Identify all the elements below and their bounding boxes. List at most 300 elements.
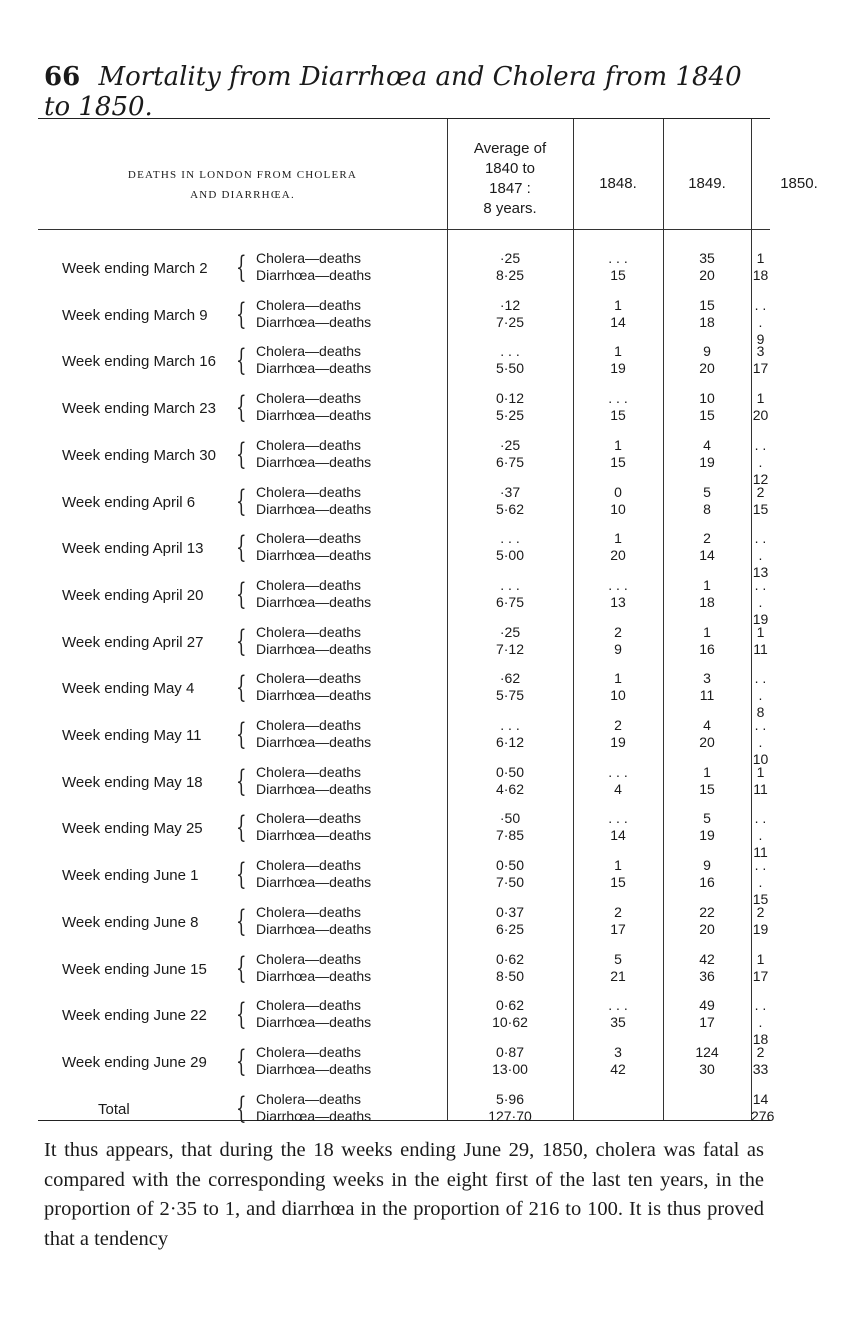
cause-diarrhoea-label: Diarrhœa—deaths xyxy=(256,967,372,984)
average-cell xyxy=(447,577,573,611)
cholera-value: . . . xyxy=(754,670,767,704)
table-row xyxy=(38,994,770,1048)
cholera-value: 1 xyxy=(756,950,765,967)
cause-cholera-label: Cholera—deaths xyxy=(256,1090,362,1107)
y1849-cell xyxy=(663,343,751,377)
cholera-value: 2 xyxy=(756,483,765,500)
cause-diarrhoea-label: Diarrhœa—deaths xyxy=(256,407,372,424)
cholera-value: ·25 xyxy=(499,250,521,266)
cholera-value: 2 xyxy=(756,1043,765,1060)
diarrhoea-value: 17 xyxy=(752,360,769,377)
cholera-value: . . . xyxy=(754,530,767,564)
brace-glyph: { xyxy=(236,1043,247,1079)
diarrhoea-value: 9 xyxy=(756,330,765,347)
cholera-value: 124 xyxy=(695,1043,719,1060)
cause-cholera-label: Cholera—deaths xyxy=(256,390,362,407)
y1849-cell xyxy=(663,250,751,284)
diarrhoea-value: 5·50 xyxy=(495,360,525,377)
table-row xyxy=(38,667,770,721)
y1849-cell xyxy=(663,951,751,985)
cholera-value: . . . xyxy=(608,997,628,1014)
cause-labels xyxy=(256,904,371,938)
y1848-cell xyxy=(573,437,663,471)
cholera-value: 1 xyxy=(703,576,711,593)
y1850-cell xyxy=(751,390,770,424)
diarrhoea-value: 6·25 xyxy=(495,920,525,937)
y1849-cell xyxy=(663,904,751,938)
cause-cholera-label: Cholera—deaths xyxy=(256,810,362,827)
cause-labels xyxy=(256,250,371,284)
row-label: Week ending June 15 xyxy=(62,960,207,978)
cholera-value: 1 xyxy=(703,623,711,640)
table-row xyxy=(38,761,770,811)
average-cell xyxy=(447,951,573,985)
row-label: Week ending March 2 xyxy=(62,260,208,277)
cause-diarrhoea-label: Diarrhœa—deaths xyxy=(256,1060,372,1077)
cholera-value: 10 xyxy=(699,390,715,407)
diarrhoea-value: 15 xyxy=(752,500,769,517)
cause-labels xyxy=(256,951,371,985)
row-label: Week ending June 22 xyxy=(62,1007,207,1025)
diarrhoea-value: 30 xyxy=(699,1060,715,1077)
cholera-value: 2 xyxy=(703,530,711,547)
diarrhoea-value: 18 xyxy=(699,593,715,610)
average-cell xyxy=(447,1091,573,1125)
y1848-cell xyxy=(573,297,663,331)
diarrhoea-value: 14 xyxy=(610,313,626,330)
average-cell xyxy=(447,670,573,704)
cause-cholera-label: Cholera—deaths xyxy=(256,483,362,500)
row-label: Week ending March 23 xyxy=(62,400,216,418)
cholera-value: ·25 xyxy=(499,623,521,640)
average-cell xyxy=(447,857,573,891)
diarrhoea-value: 6·12 xyxy=(495,734,525,750)
cause-diarrhoea-label: Diarrhœa—deaths xyxy=(256,687,372,704)
y1849-cell xyxy=(663,997,751,1031)
header-description-line: DEATHS IN LONDON FROM CHOLERA xyxy=(127,169,358,181)
cholera-value: 22 xyxy=(699,903,715,920)
cholera-value: 1 xyxy=(614,343,622,360)
diarrhoea-value: 15 xyxy=(610,407,626,424)
y1849-cell xyxy=(663,390,751,424)
diarrhoea-value: 20 xyxy=(610,547,626,564)
cholera-value: 49 xyxy=(699,997,715,1014)
cholera-value: 0·62 xyxy=(495,997,525,1014)
cause-cholera-label: Cholera—deaths xyxy=(256,343,362,360)
brace-glyph: { xyxy=(236,763,247,799)
diarrhoea-value: 19 xyxy=(610,360,626,377)
cholera-value: . . . xyxy=(754,997,767,1031)
table-row xyxy=(38,807,770,861)
cholera-value: . . . xyxy=(500,717,520,733)
cholera-value: 0·62 xyxy=(495,950,525,967)
cause-cholera-label: Cholera—deaths xyxy=(256,950,362,967)
diarrhoea-value: 8 xyxy=(756,704,765,721)
page-number: 66 xyxy=(44,62,81,92)
diarrhoea-value: 5·00 xyxy=(495,547,525,564)
y1848-cell xyxy=(573,951,663,985)
cause-diarrhoea-label: Diarrhœa—deaths xyxy=(256,547,372,564)
diarrhoea-value: 7·12 xyxy=(495,640,525,657)
row-label: Week ending April 27 xyxy=(62,633,204,651)
cause-labels xyxy=(256,857,371,891)
diarrhoea-value: 6·75 xyxy=(495,593,525,610)
cause-diarrhoea-label: Diarrhœa—deaths xyxy=(256,500,372,517)
diarrhoea-value: 4·62 xyxy=(495,780,525,797)
table-row xyxy=(38,387,770,437)
cause-labels xyxy=(256,437,371,471)
header-average-line: 1847 : xyxy=(489,180,531,197)
y1849-cell xyxy=(663,670,751,704)
diarrhoea-value: 20 xyxy=(699,734,715,750)
diarrhoea-value: 11 xyxy=(753,844,768,861)
cholera-value: 3 xyxy=(756,343,765,360)
cause-diarrhoea-label: Diarrhœa—deaths xyxy=(256,1014,372,1031)
cholera-value: . . . xyxy=(500,530,520,547)
diarrhoea-value: 19 xyxy=(699,827,715,844)
brace-glyph: { xyxy=(236,950,247,986)
diarrhoea-value: 35 xyxy=(610,1014,626,1031)
brace-glyph: { xyxy=(236,296,247,332)
diarrhoea-value: 5·62 xyxy=(495,500,525,517)
y1848-cell xyxy=(573,670,663,704)
average-cell xyxy=(447,343,573,377)
brace-glyph: { xyxy=(236,250,247,285)
y1850-cell xyxy=(751,904,770,938)
diarrhoea-value: 21 xyxy=(610,967,626,984)
header-average xyxy=(447,139,573,219)
cause-labels xyxy=(256,297,371,331)
diarrhoea-value: 127·70 xyxy=(488,1107,532,1124)
diarrhoea-value: 13 xyxy=(752,564,769,581)
y1848-cell xyxy=(573,484,663,518)
cholera-value: 1 xyxy=(756,623,765,640)
cholera-value: ·50 xyxy=(499,810,521,827)
brace-glyph: { xyxy=(236,576,247,612)
brace-glyph: { xyxy=(236,390,247,426)
average-cell xyxy=(447,717,573,751)
cholera-value: ·37 xyxy=(499,483,521,500)
cause-diarrhoea-label: Diarrhœa—deaths xyxy=(256,313,372,330)
cholera-value: ·25 xyxy=(499,436,521,453)
diarrhoea-value: 19 xyxy=(610,734,626,750)
cholera-value: ·62 xyxy=(499,670,521,687)
diarrhoea-value: 20 xyxy=(752,407,769,424)
cause-labels xyxy=(256,1091,371,1125)
cholera-value: 1 xyxy=(756,763,765,780)
cause-labels xyxy=(256,577,371,611)
y1848-cell xyxy=(573,577,663,611)
cause-labels xyxy=(256,810,371,844)
body-paragraph: It thus appears, that during the 18 weeks ending June 29, 1850, cholera was fatal as compared with the corresponding weeks in the eight first of the last ten years, in the proportion of 2·35 to 1, and diarrhœa in the proportion of 216 to 100. It is thus proved that a tendency xyxy=(44,1139,764,1250)
brace-glyph: { xyxy=(236,717,247,752)
row-label: Week ending May 18 xyxy=(62,773,203,791)
diarrhoea-value: 10·62 xyxy=(492,1014,528,1031)
y1848-cell xyxy=(573,624,663,658)
average-cell xyxy=(447,904,573,938)
cause-labels xyxy=(256,670,371,704)
cholera-value: . . . xyxy=(754,717,767,750)
brace-glyph: { xyxy=(236,530,247,566)
cause-labels xyxy=(256,390,371,424)
cause-diarrhoea-label: Diarrhœa—deaths xyxy=(256,827,372,844)
y1849-cell xyxy=(663,624,751,658)
y1848-cell xyxy=(573,717,663,751)
cholera-value: . . . xyxy=(608,763,628,780)
cause-labels xyxy=(256,624,371,658)
diarrhoea-value: 12 xyxy=(752,470,769,487)
cause-diarrhoea-label: Diarrhœa—deaths xyxy=(256,734,372,750)
cholera-value: . . . xyxy=(754,576,767,610)
cholera-value: 1 xyxy=(614,670,622,687)
cause-labels xyxy=(256,764,371,798)
average-cell xyxy=(447,437,573,471)
diarrhoea-value: 17 xyxy=(699,1014,715,1031)
cholera-value: . . . xyxy=(608,250,628,266)
cholera-value: 1 xyxy=(756,250,765,266)
brace-glyph: { xyxy=(236,343,247,379)
y1849-cell xyxy=(663,1044,751,1078)
diarrhoea-value: 20 xyxy=(699,360,715,377)
diarrhoea-value: 10 xyxy=(610,500,626,517)
cause-cholera-label: Cholera—deaths xyxy=(256,530,362,547)
diarrhoea-value: 36 xyxy=(699,967,715,984)
y1848-cell xyxy=(573,530,663,564)
cause-cholera-label: Cholera—deaths xyxy=(256,1043,362,1060)
row-label: Week ending June 8 xyxy=(62,913,199,931)
mortality-table xyxy=(38,118,818,1126)
diarrhoea-value: 42 xyxy=(610,1060,626,1077)
diarrhoea-value: 13 xyxy=(610,593,626,610)
table-row xyxy=(38,574,770,627)
diarrhoea-value: 13·00 xyxy=(492,1060,528,1077)
y1849-cell xyxy=(663,810,751,844)
page-header xyxy=(44,62,764,122)
row-label: Week ending April 6 xyxy=(62,493,196,511)
y1850-cell xyxy=(751,343,770,377)
cholera-value: 3 xyxy=(703,670,711,687)
average-cell xyxy=(447,297,573,331)
average-cell xyxy=(447,997,573,1031)
diarrhoea-value: 11 xyxy=(753,780,768,797)
diarrhoea-value: 19 xyxy=(752,610,769,627)
average-cell xyxy=(447,1044,573,1078)
diarrhoea-value: 10 xyxy=(610,687,626,704)
diarrhoea-value: 9 xyxy=(614,640,622,657)
diarrhoea-value: 7·50 xyxy=(495,874,525,891)
diarrhoea-value: 14 xyxy=(699,547,715,564)
cause-diarrhoea-label: Diarrhœa—deaths xyxy=(256,267,372,283)
cause-cholera-label: Cholera—deaths xyxy=(256,717,362,733)
row-label: Week ending May 25 xyxy=(62,820,203,838)
average-cell xyxy=(447,624,573,658)
diarrhoea-value: 5·75 xyxy=(495,687,525,704)
cause-cholera-label: Cholera—deaths xyxy=(256,576,362,593)
cause-cholera-label: Cholera—deaths xyxy=(256,997,362,1014)
cause-diarrhoea-label: Diarrhœa—deaths xyxy=(256,640,372,657)
row-label: Total xyxy=(98,1100,130,1118)
cholera-value: 0·37 xyxy=(495,903,525,920)
cause-diarrhoea-label: Diarrhœa—deaths xyxy=(256,780,372,797)
brace-glyph: { xyxy=(236,670,247,706)
header-average-line: Average of xyxy=(473,140,547,157)
cholera-value: . . . xyxy=(608,810,628,827)
diarrhoea-value: 6·75 xyxy=(495,453,525,470)
cholera-value: 35 xyxy=(699,250,715,266)
cause-labels xyxy=(256,530,371,564)
diarrhoea-value: 18 xyxy=(699,313,715,330)
row-label: Week ending June 29 xyxy=(62,1053,207,1071)
cholera-value: 2 xyxy=(614,623,622,640)
diarrhoea-value: 15 xyxy=(610,874,626,891)
table-row xyxy=(38,1041,770,1091)
diarrhoea-value: 8·50 xyxy=(495,967,525,984)
diarrhoea-value: 15 xyxy=(699,780,715,797)
cause-diarrhoea-label: Diarrhœa—deaths xyxy=(256,874,372,891)
brace-glyph: { xyxy=(236,997,247,1033)
y1848-cell xyxy=(573,343,663,377)
y1849-cell xyxy=(663,577,751,611)
cholera-value: 1 xyxy=(614,436,622,453)
table-row xyxy=(38,434,770,487)
brace-glyph: { xyxy=(236,623,247,659)
y1849-cell xyxy=(663,297,751,331)
cholera-value: 3 xyxy=(614,1043,622,1060)
cholera-value: 0·87 xyxy=(495,1043,525,1060)
table-row xyxy=(38,854,770,908)
brace-glyph: { xyxy=(236,903,247,939)
row-label: Week ending March 16 xyxy=(62,353,216,371)
diarrhoea-value: 33 xyxy=(752,1060,769,1077)
table-row xyxy=(38,948,770,998)
cause-diarrhoea-label: Diarrhœa—deaths xyxy=(256,1107,372,1124)
header-average-line: 1840 to xyxy=(484,160,536,177)
cholera-value: 5 xyxy=(703,810,711,827)
y1849-cell xyxy=(663,484,751,518)
diarrhoea-value: 5·25 xyxy=(495,407,525,424)
cholera-value: 0·12 xyxy=(495,390,525,407)
row-label: Week ending May 4 xyxy=(62,680,195,698)
cholera-value: . . . xyxy=(608,390,628,407)
header-1850: 1850. xyxy=(780,175,818,192)
cause-labels xyxy=(256,717,371,751)
cholera-value: . . . xyxy=(500,576,520,593)
y1849-cell xyxy=(663,764,751,798)
diarrhoea-value: 18 xyxy=(752,267,769,283)
diarrhoea-value: 7·25 xyxy=(495,313,525,330)
diarrhoea-value: 20 xyxy=(699,920,715,937)
header-1848: 1848. xyxy=(599,175,637,192)
diarrhoea-value: 17 xyxy=(610,920,626,937)
cause-diarrhoea-label: Diarrhœa—deaths xyxy=(256,453,372,470)
row-label: Week ending April 20 xyxy=(62,586,204,604)
cause-cholera-label: Cholera—deaths xyxy=(256,857,362,874)
cholera-value: . . . xyxy=(754,810,767,844)
average-cell xyxy=(447,530,573,564)
average-cell xyxy=(447,484,573,518)
y1848-cell xyxy=(573,810,663,844)
diarrhoea-value: 17 xyxy=(752,967,769,984)
average-cell xyxy=(447,810,573,844)
table-row xyxy=(38,247,770,297)
header-description-line: AND DIARRHŒA. xyxy=(190,189,295,201)
cholera-value: 15 xyxy=(699,296,715,313)
brace-glyph: { xyxy=(236,483,247,519)
cholera-value: 1 xyxy=(756,390,765,407)
diarrhoea-value: 14 xyxy=(610,827,626,844)
cause-cholera-label: Cholera—deaths xyxy=(256,250,362,266)
diarrhoea-value: 8·25 xyxy=(495,267,525,283)
cholera-value: 1 xyxy=(614,857,622,874)
cholera-value: 0·50 xyxy=(495,857,525,874)
y1849-cell xyxy=(663,437,751,471)
table-row xyxy=(38,527,770,581)
cause-labels xyxy=(256,997,371,1031)
table-row xyxy=(38,294,770,347)
row-label: Week ending March 30 xyxy=(62,446,216,464)
header-description xyxy=(38,165,447,205)
cholera-value: 2 xyxy=(614,717,622,733)
cause-cholera-label: Cholera—deaths xyxy=(256,436,362,453)
cause-diarrhoea-label: Diarrhœa—deaths xyxy=(256,360,372,377)
header-1849: 1849. xyxy=(688,175,726,192)
cholera-value: 9 xyxy=(703,343,711,360)
diarrhoea-value: 11 xyxy=(753,640,768,657)
y1850-cell xyxy=(751,624,770,658)
cause-diarrhoea-label: Diarrhœa—deaths xyxy=(256,920,372,937)
row-label: Week ending May 11 xyxy=(62,727,202,744)
brace-glyph: { xyxy=(236,810,247,846)
y1848-cell xyxy=(573,764,663,798)
average-cell xyxy=(447,390,573,424)
diarrhoea-value: 16 xyxy=(699,640,715,657)
cholera-value: 5 xyxy=(703,483,711,500)
cause-cholera-label: Cholera—deaths xyxy=(256,296,362,313)
brace-glyph: { xyxy=(236,1090,247,1126)
table-row xyxy=(38,621,770,671)
diarrhoea-value: 11 xyxy=(699,687,715,704)
cholera-value: 1 xyxy=(614,530,622,547)
cholera-value: 9 xyxy=(703,857,711,874)
header-average-line: 8 years. xyxy=(483,200,537,217)
diarrhoea-value: 15 xyxy=(610,453,626,470)
cholera-value: 4 xyxy=(703,717,711,733)
cholera-value: 5 xyxy=(614,950,622,967)
cause-diarrhoea-label: Diarrhœa—deaths xyxy=(256,593,372,610)
cholera-value: . . . xyxy=(754,436,767,470)
average-cell xyxy=(447,250,573,284)
diarrhoea-value: 276 xyxy=(751,1107,775,1124)
y1850-cell xyxy=(751,250,770,284)
diarrhoea-value: 15 xyxy=(610,267,626,283)
average-cell xyxy=(447,764,573,798)
table-row xyxy=(38,340,770,390)
table-row xyxy=(38,901,770,951)
diarrhoea-value: 15 xyxy=(752,891,769,908)
cholera-value: 2 xyxy=(614,903,622,920)
y1848-cell xyxy=(573,904,663,938)
cholera-value: 5·96 xyxy=(495,1090,525,1107)
y1848-cell xyxy=(573,857,663,891)
cause-cholera-label: Cholera—deaths xyxy=(256,903,362,920)
cholera-value: 0 xyxy=(614,483,622,500)
cholera-value: 1 xyxy=(703,763,711,780)
table-row xyxy=(38,481,770,531)
diarrhoea-value: 8 xyxy=(703,500,711,517)
cholera-value: 1 xyxy=(614,296,622,313)
cholera-value: 4 xyxy=(703,436,711,453)
diarrhoea-value: 18 xyxy=(752,1031,769,1048)
